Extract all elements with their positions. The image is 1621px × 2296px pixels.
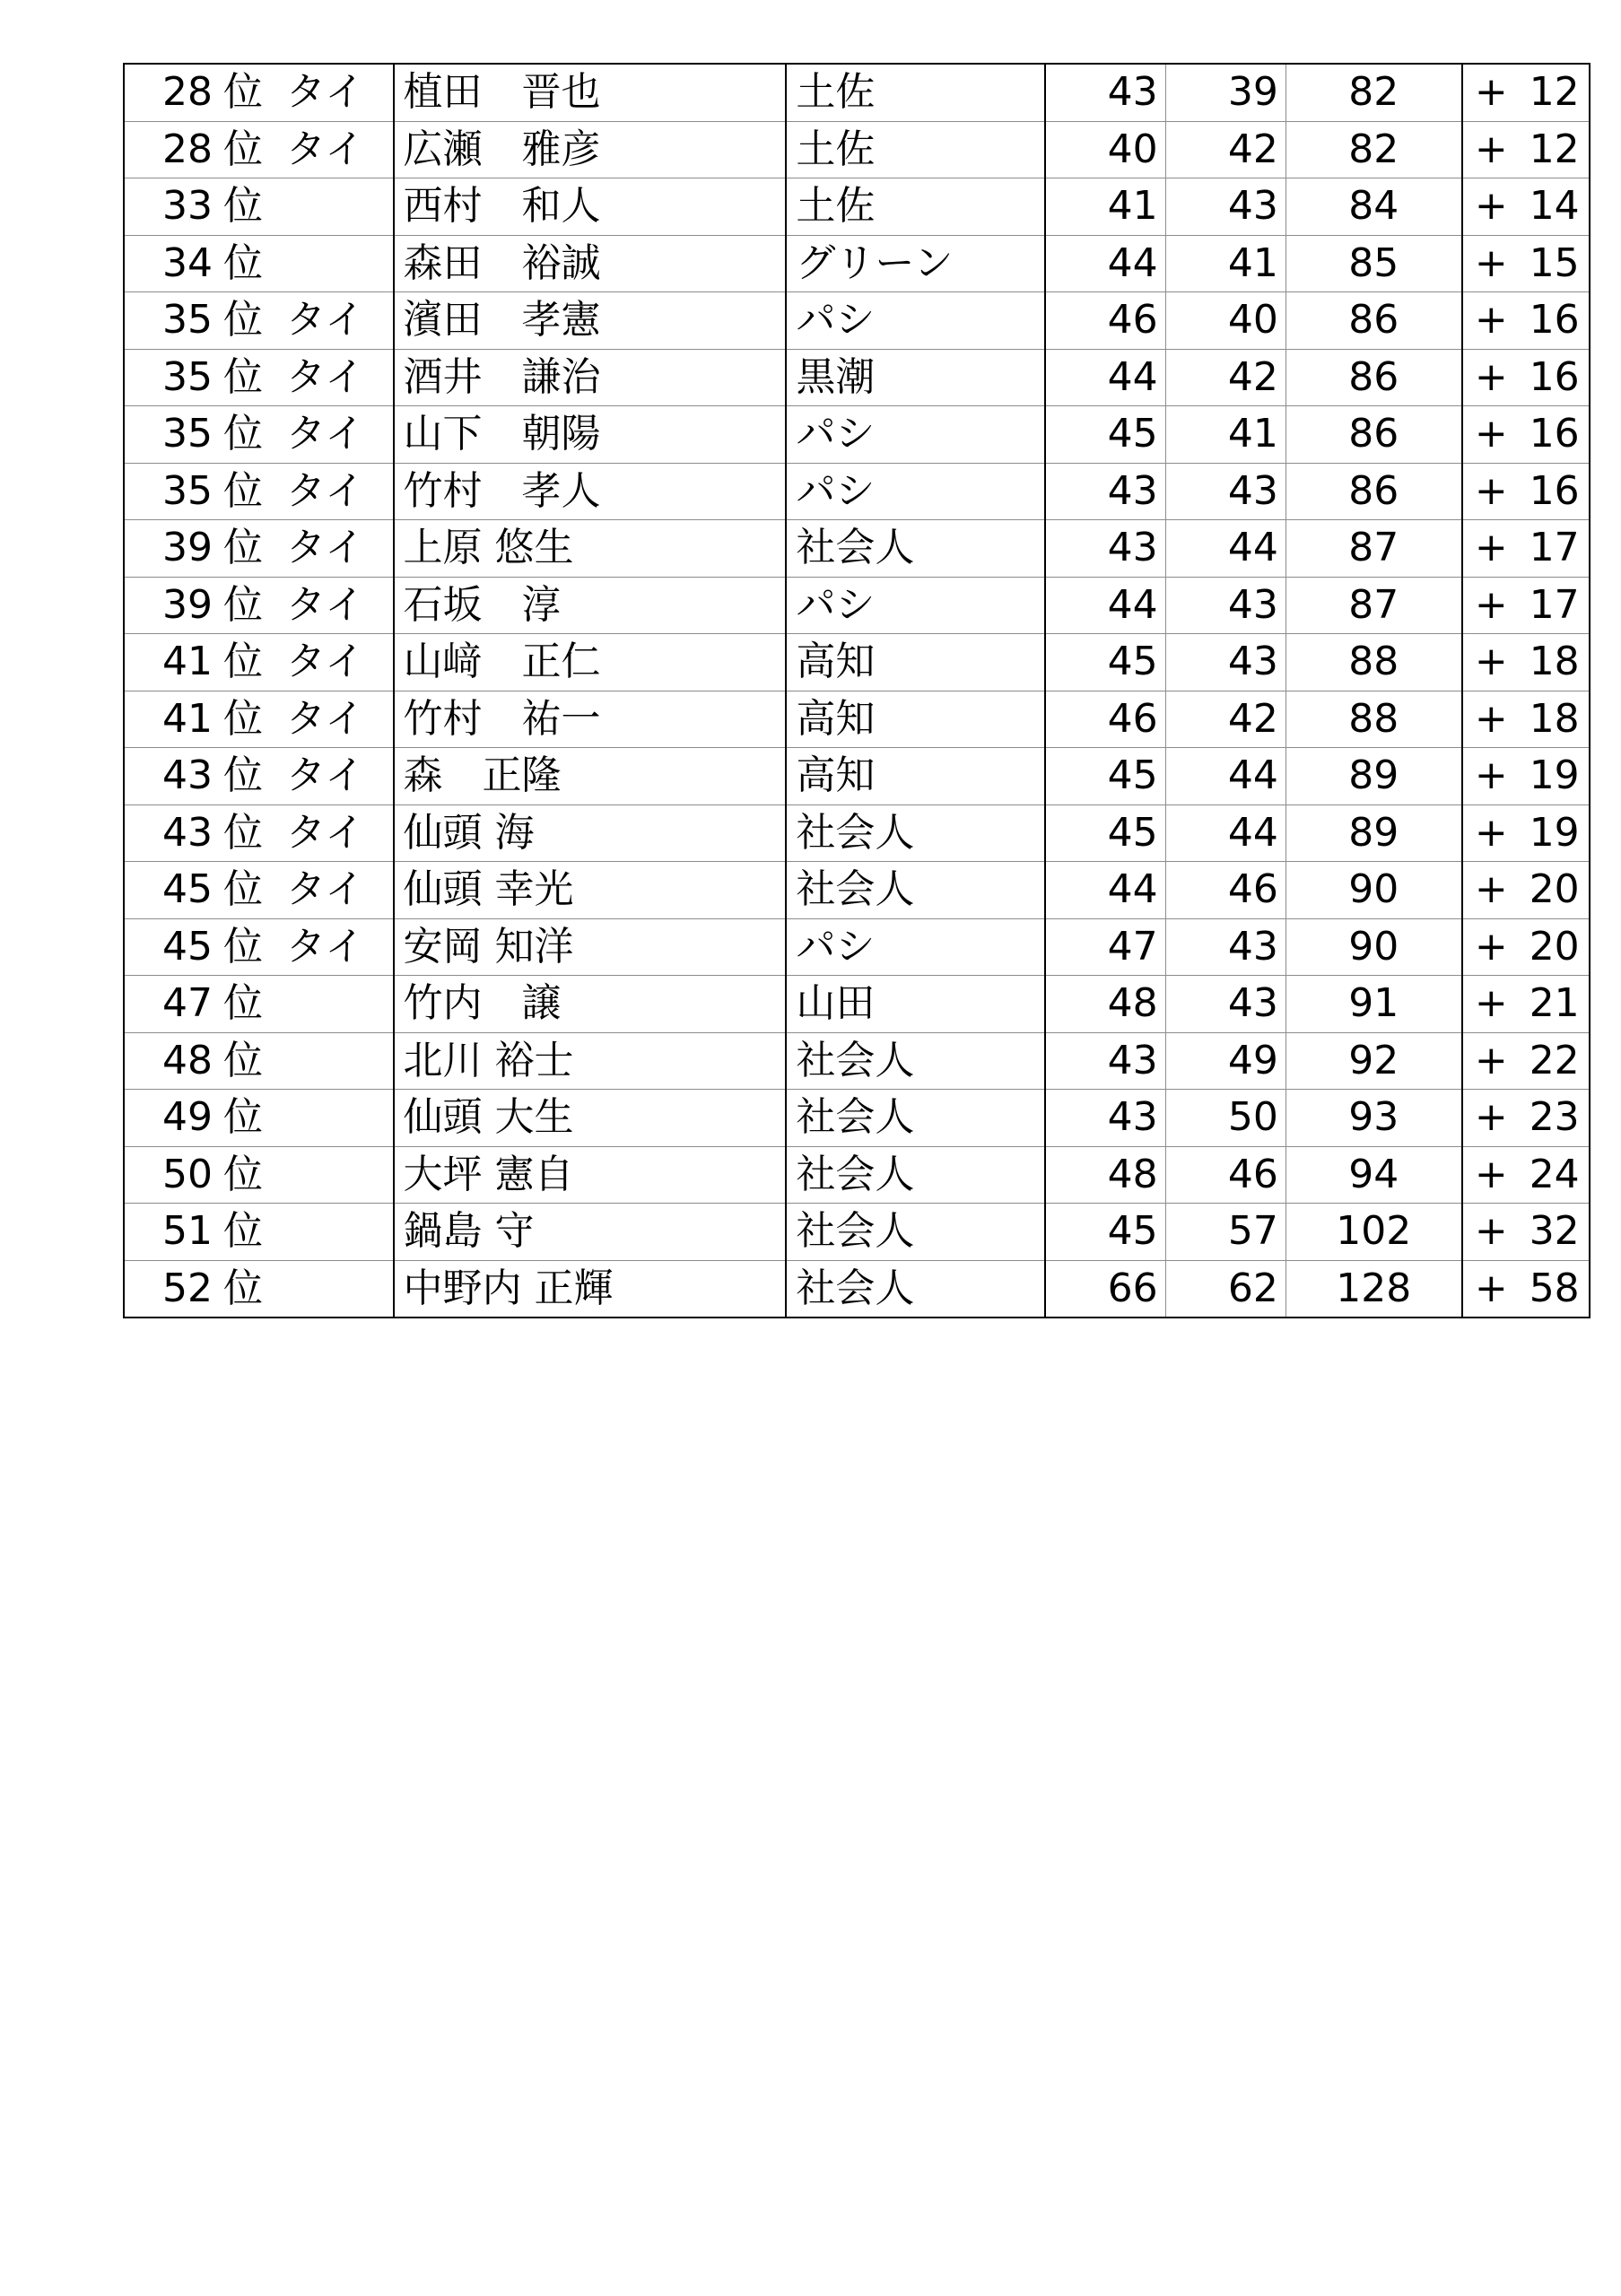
club-name: 社会人: [786, 1204, 1045, 1261]
plus-sign: +: [1474, 1037, 1508, 1083]
out-score: 44: [1045, 577, 1165, 634]
table-row: [124, 1032, 1590, 1090]
rank-cell: [124, 862, 394, 919]
tie-label: タイ: [286, 752, 365, 799]
over-par-cell: [1462, 292, 1590, 350]
club-name: 黒潮: [786, 349, 1045, 406]
table-row: [124, 178, 1590, 236]
total-score: 86: [1285, 463, 1461, 520]
rank-cell: [124, 235, 394, 292]
rank-cell: [124, 64, 394, 121]
total-score: 82: [1285, 121, 1461, 178]
in-score: 57: [1165, 1204, 1285, 1261]
over-par-value: 16: [1529, 411, 1580, 457]
tie-label: タイ: [286, 126, 365, 172]
tie-label: タイ: [286, 639, 365, 685]
total-score: 90: [1285, 862, 1461, 919]
rank-suffix: 位: [223, 923, 263, 970]
plus-sign: +: [1474, 69, 1508, 116]
plus-sign: +: [1474, 1208, 1508, 1255]
in-score: 43: [1165, 634, 1285, 691]
plus-sign: +: [1474, 752, 1508, 799]
rank-suffix: 位: [223, 752, 263, 799]
rank-suffix: 位: [223, 467, 263, 514]
table-row: [124, 1146, 1590, 1204]
over-par-cell: [1462, 918, 1590, 976]
plus-sign: +: [1474, 980, 1508, 1027]
rank-number: 28: [162, 126, 213, 172]
table-row: [124, 577, 1590, 634]
in-score: 39: [1165, 64, 1285, 121]
rank-suffix: 位: [223, 353, 263, 400]
over-par-value: 21: [1529, 980, 1580, 1027]
plus-sign: +: [1474, 126, 1508, 172]
out-score: 43: [1045, 64, 1165, 121]
in-score: 44: [1165, 748, 1285, 805]
total-score: 86: [1285, 406, 1461, 464]
in-score: 42: [1165, 121, 1285, 178]
total-score: 90: [1285, 918, 1461, 976]
club-name: 土佐: [786, 64, 1045, 121]
rank-cell: [124, 121, 394, 178]
rank-number: 39: [162, 525, 213, 571]
rank-suffix: 位: [223, 866, 263, 913]
over-par-cell: [1462, 178, 1590, 236]
player-name: 濱田 孝憲: [394, 292, 787, 350]
over-par-value: 14: [1529, 183, 1580, 230]
rank-cell: [124, 748, 394, 805]
total-score: 94: [1285, 1146, 1461, 1204]
rank-suffix: 位: [223, 639, 263, 685]
rank-number: 43: [162, 809, 213, 856]
club-name: 社会人: [786, 1260, 1045, 1318]
rank-suffix: 位: [223, 183, 263, 230]
over-par-cell: [1462, 64, 1590, 121]
club-name: パシ: [786, 292, 1045, 350]
over-par-cell: [1462, 862, 1590, 919]
out-score: 48: [1045, 1146, 1165, 1204]
rank-number: 39: [162, 581, 213, 628]
table-row: [124, 64, 1590, 121]
rank-number: 34: [162, 239, 213, 286]
total-score: 92: [1285, 1032, 1461, 1090]
player-name: 竹内 譲: [394, 976, 787, 1033]
in-score: 43: [1165, 918, 1285, 976]
over-par-cell: [1462, 976, 1590, 1033]
plus-sign: +: [1474, 1094, 1508, 1141]
rank-number: 50: [162, 1151, 213, 1197]
plus-sign: +: [1474, 866, 1508, 913]
tie-label: タイ: [286, 809, 365, 856]
out-score: 45: [1045, 804, 1165, 862]
in-score: 41: [1165, 406, 1285, 464]
rank-suffix: 位: [223, 297, 263, 344]
total-score: 88: [1285, 691, 1461, 748]
club-name: 社会人: [786, 1032, 1045, 1090]
plus-sign: +: [1474, 297, 1508, 344]
rank-number: 43: [162, 752, 213, 799]
tie-label: タイ: [286, 69, 365, 116]
player-name: 上原 悠生: [394, 520, 787, 578]
tie-label: タイ: [286, 411, 365, 457]
tie-label: タイ: [286, 581, 365, 628]
tie-label: タイ: [286, 525, 365, 571]
player-name: 竹村 孝人: [394, 463, 787, 520]
club-name: 社会人: [786, 1146, 1045, 1204]
in-score: 43: [1165, 577, 1285, 634]
player-name: 植田 晋也: [394, 64, 787, 121]
out-score: 40: [1045, 121, 1165, 178]
over-par-value: 17: [1529, 525, 1580, 571]
rank-number: 41: [162, 639, 213, 685]
rank-suffix: 位: [223, 525, 263, 571]
player-name: 竹村 祐一: [394, 691, 787, 748]
club-name: パシ: [786, 463, 1045, 520]
in-score: 46: [1165, 1146, 1285, 1204]
table-row: [124, 1204, 1590, 1261]
rank-suffix: 位: [223, 239, 263, 286]
rank-cell: [124, 349, 394, 406]
over-par-value: 18: [1529, 695, 1580, 742]
rank-suffix: 位: [223, 1208, 263, 1255]
rank-suffix: 位: [223, 1037, 263, 1083]
results-table: [123, 63, 1590, 1318]
plus-sign: +: [1474, 183, 1508, 230]
out-score: 47: [1045, 918, 1165, 976]
plus-sign: +: [1474, 639, 1508, 685]
rank-number: 51: [162, 1208, 213, 1255]
club-name: パシ: [786, 918, 1045, 976]
over-par-value: 16: [1529, 467, 1580, 514]
rank-cell: [124, 463, 394, 520]
plus-sign: +: [1474, 353, 1508, 400]
rank-cell: [124, 1204, 394, 1261]
table-row: [124, 748, 1590, 805]
player-name: 山下 朝陽: [394, 406, 787, 464]
tie-label: タイ: [286, 695, 365, 742]
in-score: 44: [1165, 804, 1285, 862]
club-name: 高知: [786, 634, 1045, 691]
in-score: 44: [1165, 520, 1285, 578]
over-par-value: 18: [1529, 639, 1580, 685]
total-score: 86: [1285, 292, 1461, 350]
in-score: 62: [1165, 1260, 1285, 1318]
table-row: [124, 235, 1590, 292]
over-par-value: 24: [1529, 1151, 1580, 1197]
total-score: 87: [1285, 577, 1461, 634]
plus-sign: +: [1474, 239, 1508, 286]
player-name: 森 正隆: [394, 748, 787, 805]
plus-sign: +: [1474, 1265, 1508, 1311]
out-score: 46: [1045, 691, 1165, 748]
player-name: 鍋島 守: [394, 1204, 787, 1261]
over-par-value: 19: [1529, 752, 1580, 799]
total-score: 82: [1285, 64, 1461, 121]
table-row: [124, 1260, 1590, 1318]
rank-number: 35: [162, 467, 213, 514]
in-score: 46: [1165, 862, 1285, 919]
tie-label: タイ: [286, 467, 365, 514]
over-par-cell: [1462, 121, 1590, 178]
rank-cell: [124, 1032, 394, 1090]
club-name: 社会人: [786, 804, 1045, 862]
club-name: 高知: [786, 748, 1045, 805]
rank-suffix: 位: [223, 980, 263, 1027]
in-score: 49: [1165, 1032, 1285, 1090]
out-score: 46: [1045, 292, 1165, 350]
rank-suffix: 位: [223, 695, 263, 742]
rank-cell: [124, 918, 394, 976]
rank-number: 35: [162, 353, 213, 400]
player-name: 仙頭 幸光: [394, 862, 787, 919]
tie-label: タイ: [286, 297, 365, 344]
player-name: 仙頭 大生: [394, 1090, 787, 1147]
rank-suffix: 位: [223, 126, 263, 172]
over-par-value: 20: [1529, 923, 1580, 970]
club-name: 土佐: [786, 121, 1045, 178]
player-name: 森田 裕誠: [394, 235, 787, 292]
total-score: 85: [1285, 235, 1461, 292]
out-score: 45: [1045, 748, 1165, 805]
over-par-value: 19: [1529, 809, 1580, 856]
table-row: [124, 520, 1590, 578]
table-row: [124, 976, 1590, 1033]
table-row: [124, 862, 1590, 919]
table-row: [124, 349, 1590, 406]
over-par-value: 32: [1529, 1208, 1580, 1255]
over-par-cell: [1462, 235, 1590, 292]
rank-cell: [124, 178, 394, 236]
rank-suffix: 位: [223, 411, 263, 457]
player-name: 西村 和人: [394, 178, 787, 236]
club-name: パシ: [786, 406, 1045, 464]
club-name: 山田: [786, 976, 1045, 1033]
player-name: 石坂 淳: [394, 577, 787, 634]
table-row: [124, 406, 1590, 464]
rank-number: 33: [162, 183, 213, 230]
plus-sign: +: [1474, 581, 1508, 628]
out-score: 43: [1045, 1032, 1165, 1090]
in-score: 43: [1165, 976, 1285, 1033]
table-row: [124, 634, 1590, 691]
rank-cell: [124, 691, 394, 748]
total-score: 88: [1285, 634, 1461, 691]
table-row: [124, 1090, 1590, 1147]
rank-number: 49: [162, 1094, 213, 1141]
plus-sign: +: [1474, 1151, 1508, 1197]
rank-number: 35: [162, 411, 213, 457]
player-name: 北川 裕士: [394, 1032, 787, 1090]
club-name: パシ: [786, 577, 1045, 634]
out-score: 45: [1045, 634, 1165, 691]
rank-number: 45: [162, 923, 213, 970]
club-name: グリーン: [786, 235, 1045, 292]
rank-number: 35: [162, 297, 213, 344]
rank-suffix: 位: [223, 581, 263, 628]
in-score: 40: [1165, 292, 1285, 350]
out-score: 43: [1045, 1090, 1165, 1147]
over-par-value: 58: [1529, 1265, 1580, 1311]
total-score: 84: [1285, 178, 1461, 236]
rank-cell: [124, 1090, 394, 1147]
out-score: 43: [1045, 520, 1165, 578]
player-name: 広瀬 雅彦: [394, 121, 787, 178]
plus-sign: +: [1474, 467, 1508, 514]
tie-label: タイ: [286, 866, 365, 913]
table-row: [124, 121, 1590, 178]
plus-sign: +: [1474, 695, 1508, 742]
rank-number: 48: [162, 1037, 213, 1083]
table-row: [124, 292, 1590, 350]
total-score: 89: [1285, 748, 1461, 805]
over-par-value: 23: [1529, 1094, 1580, 1141]
over-par-cell: [1462, 1146, 1590, 1204]
over-par-value: 15: [1529, 239, 1580, 286]
over-par-cell: [1462, 634, 1590, 691]
rank-number: 41: [162, 695, 213, 742]
out-score: 48: [1045, 976, 1165, 1033]
over-par-value: 12: [1529, 69, 1580, 116]
out-score: 44: [1045, 235, 1165, 292]
club-name: 社会人: [786, 1090, 1045, 1147]
player-name: 中野内 正輝: [394, 1260, 787, 1318]
out-score: 43: [1045, 463, 1165, 520]
in-score: 50: [1165, 1090, 1285, 1147]
over-par-value: 20: [1529, 866, 1580, 913]
rank-cell: [124, 1260, 394, 1318]
rank-suffix: 位: [223, 1265, 263, 1311]
player-name: 大坪 憲自: [394, 1146, 787, 1204]
rank-suffix: 位: [223, 1094, 263, 1141]
over-par-value: 22: [1529, 1037, 1580, 1083]
total-score: 87: [1285, 520, 1461, 578]
total-score: 102: [1285, 1204, 1461, 1261]
rank-number: 47: [162, 980, 213, 1027]
rank-cell: [124, 292, 394, 350]
table-row: [124, 918, 1590, 976]
plus-sign: +: [1474, 525, 1508, 571]
rank-cell: [124, 976, 394, 1033]
player-name: 安岡 知洋: [394, 918, 787, 976]
rank-cell: [124, 520, 394, 578]
rank-cell: [124, 1146, 394, 1204]
plus-sign: +: [1474, 411, 1508, 457]
player-name: 仙頭 海: [394, 804, 787, 862]
rank-suffix: 位: [223, 69, 263, 116]
player-name: 酒井 謙治: [394, 349, 787, 406]
plus-sign: +: [1474, 809, 1508, 856]
total-score: 91: [1285, 976, 1461, 1033]
total-score: 89: [1285, 804, 1461, 862]
rank-cell: [124, 577, 394, 634]
total-score: 93: [1285, 1090, 1461, 1147]
out-score: 66: [1045, 1260, 1165, 1318]
over-par-cell: [1462, 520, 1590, 578]
out-score: 45: [1045, 406, 1165, 464]
out-score: 44: [1045, 349, 1165, 406]
rank-cell: [124, 804, 394, 862]
in-score: 42: [1165, 349, 1285, 406]
results-body: [124, 64, 1590, 1318]
total-score: 86: [1285, 349, 1461, 406]
over-par-value: 12: [1529, 126, 1580, 172]
tie-label: タイ: [286, 353, 365, 400]
over-par-cell: [1462, 406, 1590, 464]
club-name: 高知: [786, 691, 1045, 748]
rank-cell: [124, 634, 394, 691]
club-name: 社会人: [786, 520, 1045, 578]
over-par-cell: [1462, 349, 1590, 406]
in-score: 41: [1165, 235, 1285, 292]
tie-label: タイ: [286, 923, 365, 970]
over-par-value: 16: [1529, 297, 1580, 344]
in-score: 43: [1165, 178, 1285, 236]
over-par-cell: [1462, 463, 1590, 520]
over-par-cell: [1462, 804, 1590, 862]
out-score: 44: [1045, 862, 1165, 919]
over-par-cell: [1462, 1032, 1590, 1090]
over-par-cell: [1462, 1204, 1590, 1261]
table-row: [124, 463, 1590, 520]
over-par-cell: [1462, 1090, 1590, 1147]
player-name: 山﨑 正仁: [394, 634, 787, 691]
in-score: 43: [1165, 463, 1285, 520]
out-score: 45: [1045, 1204, 1165, 1261]
rank-number: 52: [162, 1265, 213, 1311]
club-name: 社会人: [786, 862, 1045, 919]
over-par-value: 17: [1529, 581, 1580, 628]
rank-number: 45: [162, 866, 213, 913]
plus-sign: +: [1474, 923, 1508, 970]
over-par-cell: [1462, 691, 1590, 748]
rank-suffix: 位: [223, 809, 263, 856]
over-par-cell: [1462, 748, 1590, 805]
over-par-cell: [1462, 1260, 1590, 1318]
total-score: 128: [1285, 1260, 1461, 1318]
table-row: [124, 804, 1590, 862]
rank-number: 28: [162, 69, 213, 116]
over-par-value: 16: [1529, 353, 1580, 400]
out-score: 41: [1045, 178, 1165, 236]
over-par-cell: [1462, 577, 1590, 634]
club-name: 土佐: [786, 178, 1045, 236]
table-row: [124, 691, 1590, 748]
in-score: 42: [1165, 691, 1285, 748]
rank-cell: [124, 406, 394, 464]
rank-suffix: 位: [223, 1151, 263, 1197]
